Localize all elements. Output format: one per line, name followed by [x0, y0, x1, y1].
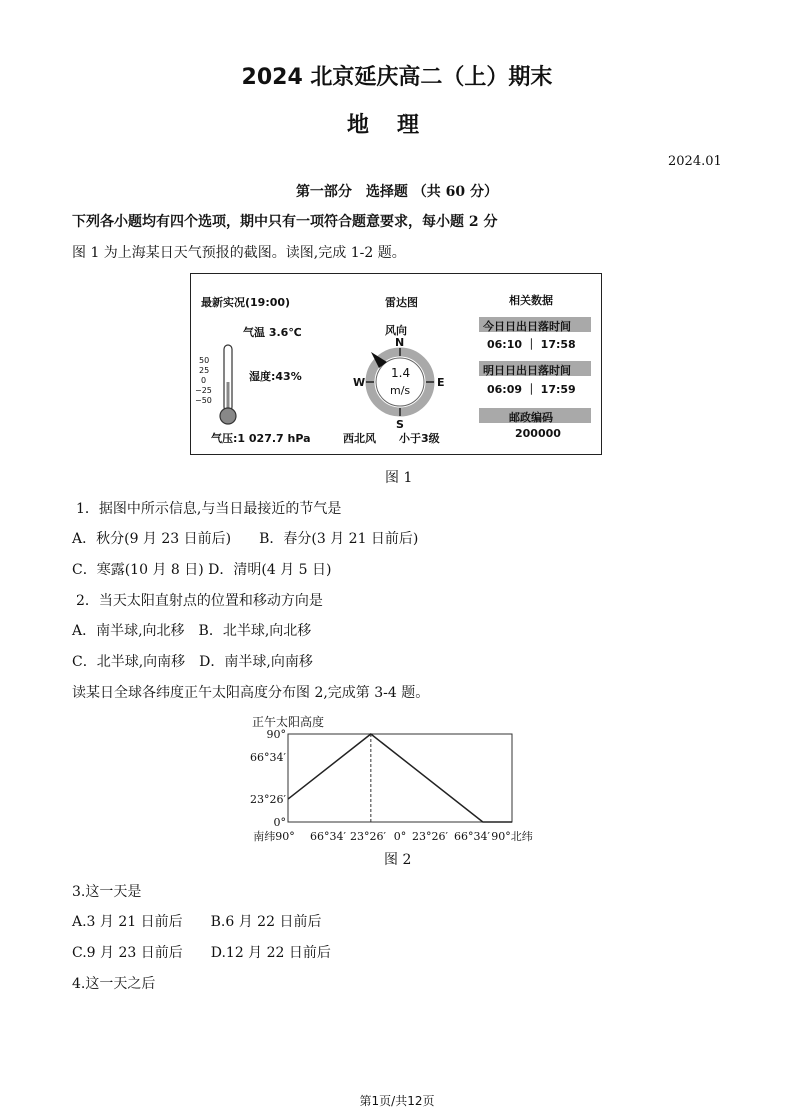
thermo-tick: −25 — [195, 386, 212, 395]
thermo-tick: −50 — [195, 396, 212, 405]
q4-stem: 4.这一天之后 — [72, 976, 156, 992]
y-axis-title: 正午太阳高度 — [252, 715, 325, 729]
x-tick-label: 90°北纬 — [491, 830, 533, 843]
x-tick-label: 23°26′ — [350, 830, 386, 843]
postal-label: 邮政编码 — [509, 411, 553, 424]
compass-west: W — [353, 376, 366, 389]
thermometer-icon — [195, 342, 243, 426]
pressure-text: 气压:1 027.7 hPa — [211, 432, 311, 445]
compass-north: N — [395, 336, 405, 349]
thermo-tick: 25 — [199, 366, 210, 375]
x-tick-label: 0° — [393, 830, 407, 843]
sun-altitude-line — [288, 734, 512, 822]
x-tick-label: 66°34′ — [454, 830, 490, 843]
x-tick-label: 23°26′ — [412, 830, 448, 843]
tomorrow-sun-label: 明日日出日落时间 — [483, 364, 571, 377]
compass-south: S — [396, 418, 404, 431]
y-tick-label: 66°34′ — [250, 750, 286, 764]
page-footer: 第1页/共12页 — [359, 1094, 435, 1108]
section-instruction: 下列各小题均有四个选项，期中只有一项符合题意要求，每小题 2 分 — [72, 214, 498, 230]
y-tick-label: 90° — [266, 728, 286, 741]
q2-stem: 2．当天太阳直射点的位置和移动方向是 — [76, 593, 323, 609]
wind-compass — [341, 336, 451, 432]
sun-altitude-chart — [240, 712, 560, 842]
q3-options-cd: C.9 月 23 日前后 D.12 月 22 日前后 — [72, 945, 331, 961]
weather-forecast-figure — [190, 273, 602, 455]
sun-altitude-plot — [240, 712, 560, 842]
section-heading: 第一部分 选择题 （共 60 分） — [295, 184, 499, 200]
related-data-title: 相关数据 — [509, 294, 553, 307]
q1-options-ab: A．秋分(9 月 23 日前后) B．春分(3 月 21 日前后) — [72, 531, 419, 547]
q3-stem: 3.这一天是 — [72, 884, 142, 900]
wind-direction-label: 风向 — [385, 324, 407, 337]
intro-figure2: 读某日全球各纬度正午太阳高度分布图 2,完成第 3-4 题。 — [72, 685, 430, 701]
tomorrow-sun-times: 06:09 ｜ 17:59 — [487, 383, 576, 396]
wind-level: 小于3级 — [399, 432, 440, 445]
y-tick-label: 0° — [273, 816, 286, 829]
compass-east: E — [437, 376, 445, 389]
figure1-caption: 图 1 — [385, 470, 413, 486]
figure2-caption: 图 2 — [384, 852, 412, 868]
q2-options-ab: A．南半球,向北移 B．北半球,向北移 — [72, 623, 312, 639]
wind-description: 西北风 — [343, 432, 376, 445]
today-sun-label: 今日日出日落时间 — [483, 320, 571, 333]
today-sun-times: 06:10 ｜ 17:58 — [487, 338, 576, 351]
temperature-text: 气温 3.6℃ — [243, 326, 302, 339]
thermo-tick: 50 — [199, 356, 210, 365]
plot-frame — [288, 734, 512, 822]
wind-speed-unit: m/s — [390, 384, 411, 397]
q3-options-ab: A.3 月 21 日前后 B.6 月 22 日前后 — [72, 914, 322, 930]
intro-figure1: 图 1 为上海某日天气预报的截图。读图,完成 1-2 题。 — [72, 245, 406, 261]
thermo-tick: 0 — [201, 376, 207, 385]
x-tick-label: 南纬90° — [253, 830, 295, 843]
realtime-title: 最新实况(19:00) — [201, 296, 291, 309]
subject-title: 地理 — [346, 113, 447, 138]
q2-options-cd: C．北半球,向南移 D．南半球,向南移 — [72, 654, 313, 670]
postal-code: 200000 — [515, 427, 561, 440]
exam-title: 2024 北京延庆高二（上）期末 — [241, 65, 553, 90]
y-tick-label: 23°26′ — [250, 793, 286, 807]
x-tick-label: 66°34′ — [310, 830, 346, 843]
wind-speed-value: 1.4 — [391, 366, 411, 380]
humidity-text: 湿度:43% — [249, 370, 302, 383]
radar-title: 雷达图 — [385, 296, 418, 309]
q1-stem: 1．据图中所示信息,与当日最接近的节气是 — [76, 501, 342, 517]
exam-date: 2024.01 — [668, 154, 722, 169]
q1-options-cd: C．寒露(10 月 8 日) D．清明(4 月 5 日) — [72, 562, 332, 578]
